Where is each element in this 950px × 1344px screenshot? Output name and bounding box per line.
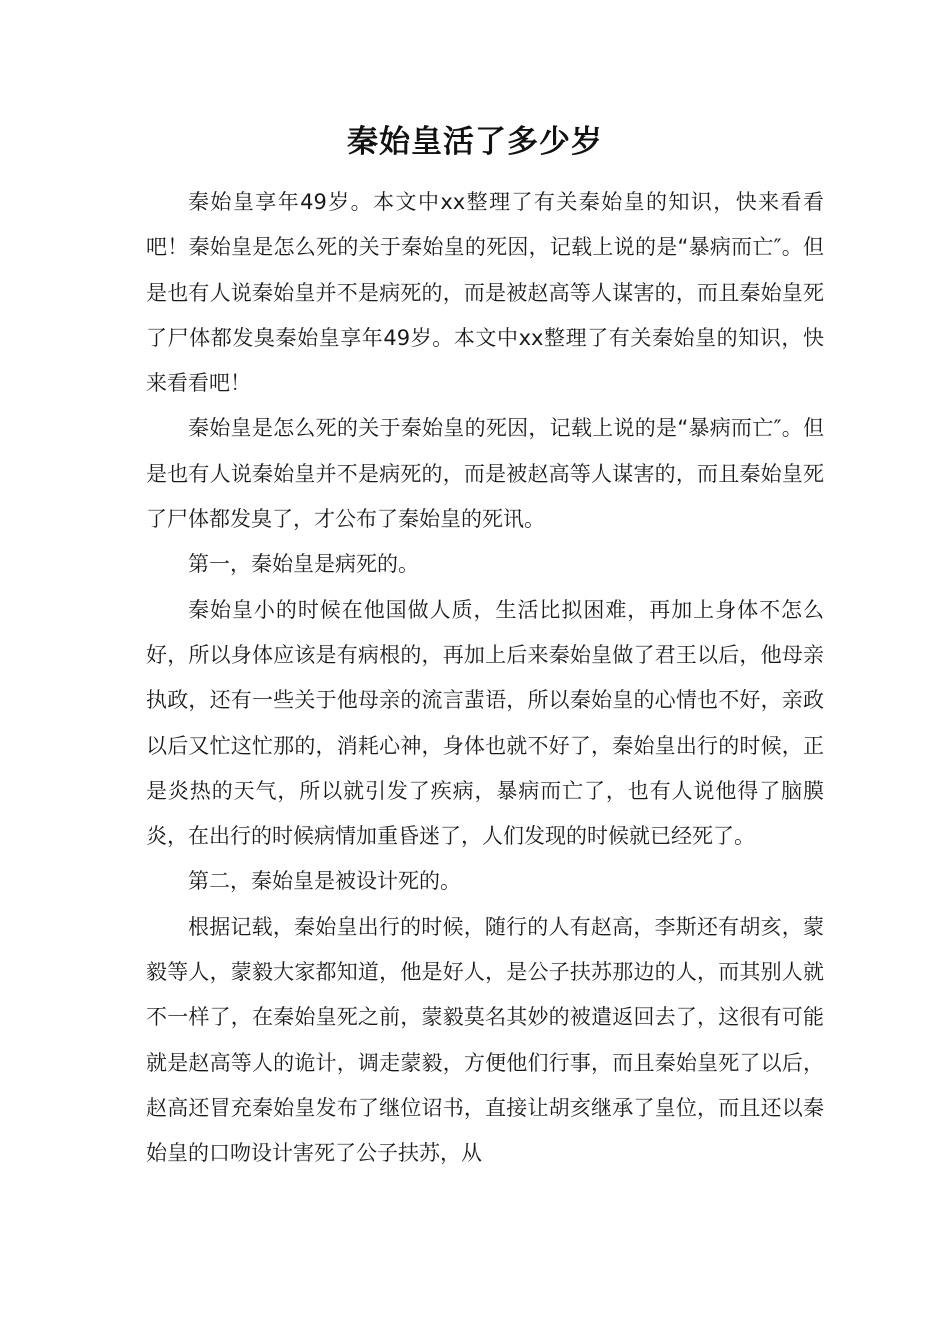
paragraph: 秦始皇是怎么死的关于秦始皇的死因，记载上说的是“暴病而亡″。但是也有人说秦始皇并不是病死的，而是被赵高等人谋害的，而且秦始皇死了尸体都发臭了，才公布了秦始皇的死讯。 (146, 416, 824, 532)
paragraph: 第一，秦始皇是病死的。 (188, 552, 419, 577)
document-title: 秦始皇活了多少岁 (347, 124, 603, 160)
paragraph: 第二，秦始皇是被设计死的。 (188, 869, 461, 894)
document-body (146, 180, 824, 1177)
paragraph: 秦始皇小的时候在他国做人质，生活比拟困难，再加上身体不怎么好，所以身体应该是有病根的，再加上后来秦始皇做了君王以后，他母亲执政，还有一些关于他母亲的流言蜚语，所以秦始皇的心情也不好，亲政以后又忙这忙那的，消耗心神，身体也就不好了，秦始皇出行的时候，正是炎热的天气，所以就引发了疾病，暴病而亡了，也有人说他得了脑膜炎，在出行的时候病情加重昏迷了，人们发现的时候就已经死了。 (146, 597, 824, 849)
paragraph: 秦始皇享年49岁。本文中xx整理了有关秦始皇的知识，快来看看吧！秦始皇是怎么死的关于秦始皇的死因，记载上说的是“暴病而亡″。但是也有人说秦始皇并不是病死的，而是被赵高等人谋害的，而且秦始皇死了尸体都发臭秦始皇享年49岁。本文中xx整理了有关秦始皇的知识，快来看看吧！ (146, 190, 824, 396)
paragraph: 根据记载，秦始皇出行的时候，随行的人有赵高，李斯还有胡亥，蒙毅等人，蒙毅大家都知道，他是好人，是公子扶苏那边的人，而其别人就不一样了，在秦始皇死之前，蒙毅莫名其妙的被遣返回去了，这很有可能就是赵高等人的诡计，调走蒙毅，方便他们行事，而且秦始皇死了以后，赵高还冒充秦始皇发布了继位诏书，直接让胡亥继承了皇位，而且还以秦始皇的口吻设计害死了公子扶苏，从 (146, 914, 824, 1166)
